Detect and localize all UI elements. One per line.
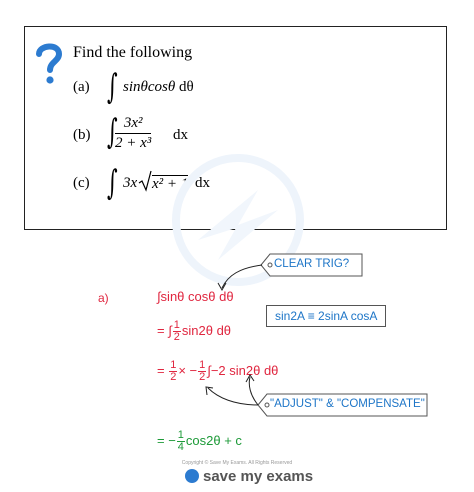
solution-line-1: ∫sinθ cosθ dθ — [157, 289, 234, 304]
part-b-label: (b) — [73, 127, 91, 143]
part-c-radicand: x² + 1 — [152, 176, 189, 192]
clear-trig-tag: CLEAR TRIG? — [274, 258, 350, 270]
solution-line-2: = ∫ $\frac{1}{2}$ sin2θ dθ — [157, 319, 232, 343]
part-c-label: (c) — [73, 175, 90, 191]
integral-sign: ∫ — [107, 163, 118, 203]
adjust-compensate-tag: "ADJUST" & "COMPENSATE" — [270, 398, 425, 410]
part-c-differential: dx — [195, 175, 210, 191]
arrow-clear-trig — [222, 265, 262, 288]
part-c-coefficient: 3x — [123, 175, 138, 191]
part-b-fraction: $\frac{\text{3x²}}{\text{2 + x³}}$ — [115, 115, 152, 151]
copyright-text: Copyright © Save My Exams. All Rights Reserved — [181, 460, 293, 466]
solution-part-label: a) — [98, 291, 109, 305]
integral-sign: ∫ — [107, 112, 118, 152]
brand-icon — [185, 469, 199, 483]
part-a-label: (a) — [73, 79, 90, 95]
part-b-differential: dx — [173, 127, 188, 143]
solution-line-3: = $\frac{1}{2}$ × − $\frac{1}{2}$ ∫−2 sin2θ dθ — [157, 359, 279, 383]
solution-line-4: = − $\frac{1}{4}$ cos2θ + c — [157, 429, 242, 453]
arrowhead — [218, 283, 226, 290]
identity-box: sin2A ≡ 2sinA cosA — [266, 305, 386, 327]
brand-logo: save my exams — [185, 468, 313, 488]
integral-sign: ∫ — [107, 67, 118, 107]
question-title: Find the following — [73, 44, 193, 61]
part-a-expression: sinθcosθ dθ — [123, 79, 194, 95]
